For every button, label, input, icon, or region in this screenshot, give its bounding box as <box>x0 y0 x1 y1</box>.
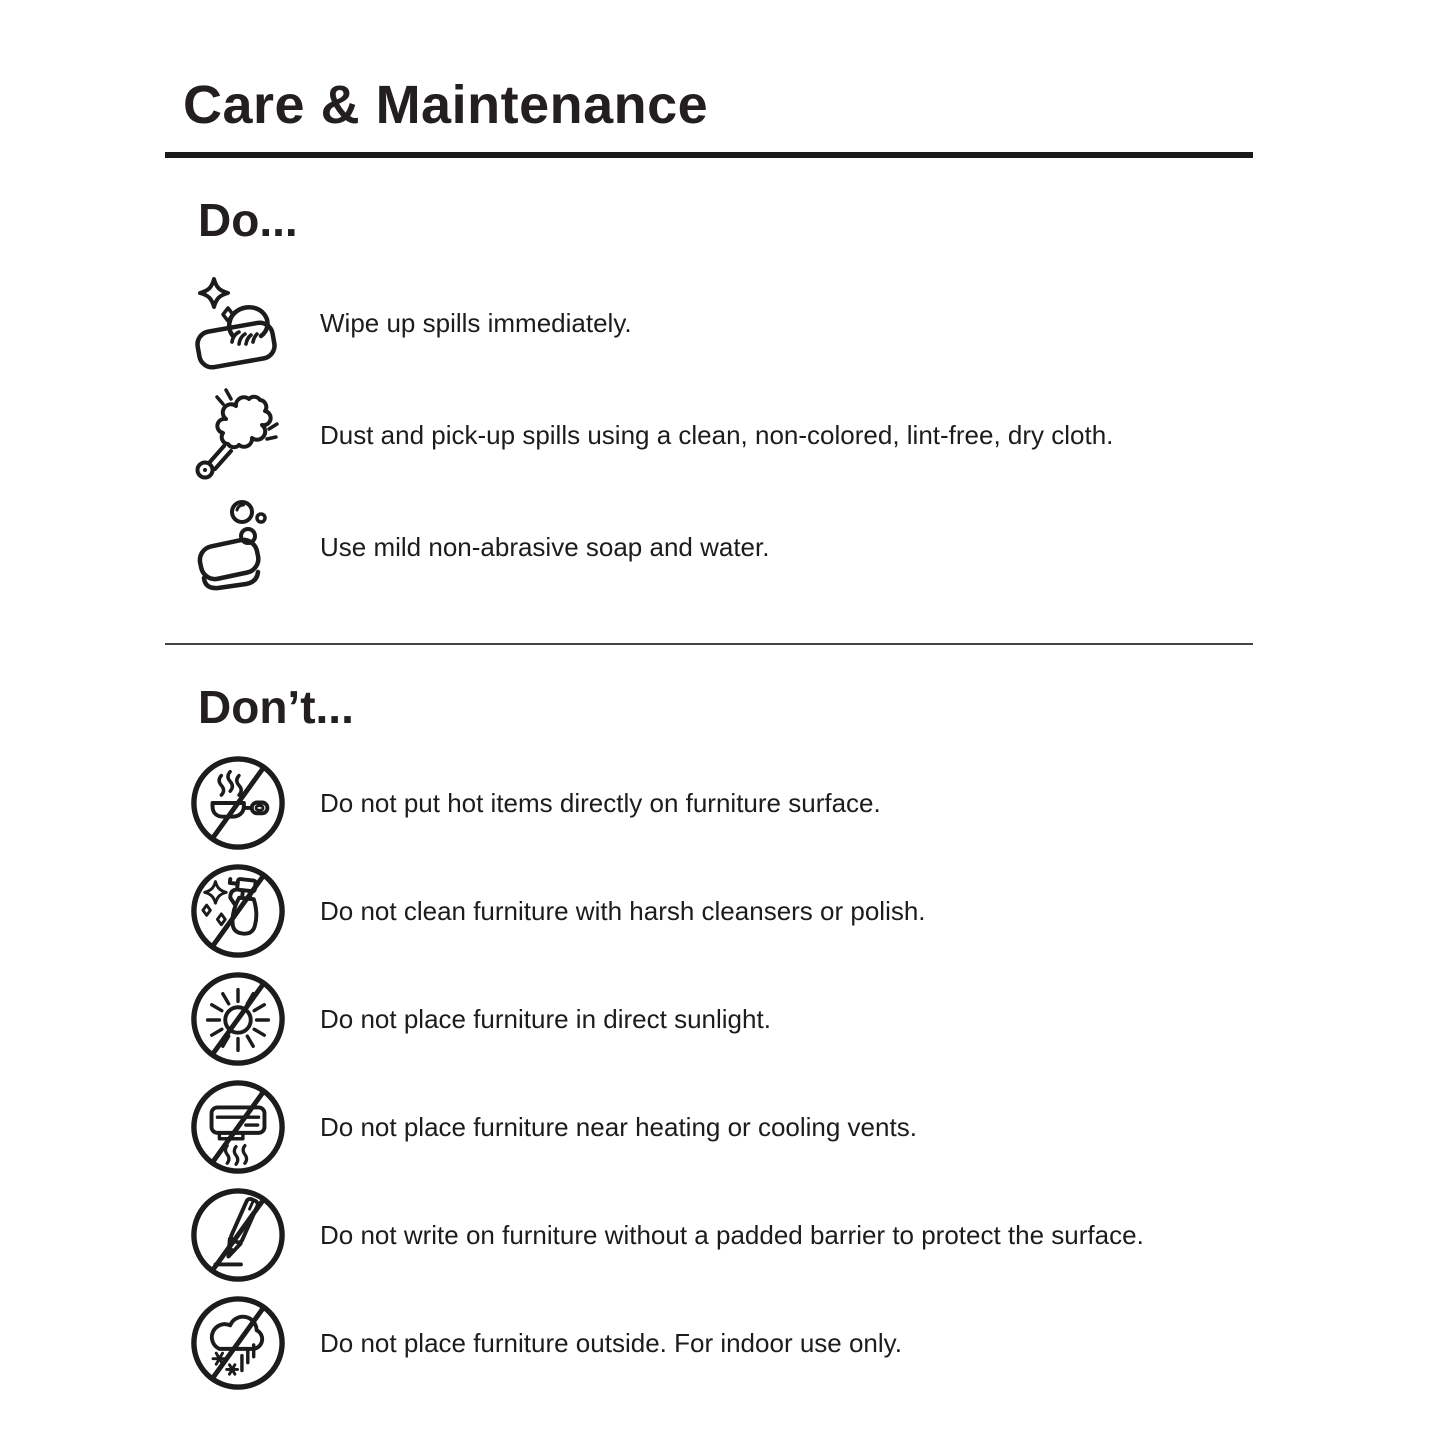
dont-section-heading: Don’t... <box>198 680 354 733</box>
care-item-row <box>188 1186 1355 1284</box>
care-item-row <box>188 387 1355 483</box>
care-item-text: Do not place furniture outside. For indoor use only. <box>320 1327 902 1358</box>
care-item-row <box>188 499 1355 595</box>
page-title: Care & Maintenance <box>183 75 709 135</box>
care-item-text: Do not place furniture near heating or cooling vents. <box>320 1111 917 1142</box>
care-item-row <box>188 275 1355 371</box>
no-direct-sunlight-icon <box>188 969 288 1069</box>
care-item-text: Do not clean furniture with harsh cleansers or polish. <box>320 895 926 926</box>
care-item-text: Do not put hot items directly on furniture surface. <box>320 787 881 818</box>
no-writing-icon <box>188 1185 288 1285</box>
no-outdoor-use-icon <box>188 1293 288 1393</box>
care-item-row <box>188 1078 1355 1176</box>
care-item-row <box>188 1294 1355 1392</box>
sponge-soap-icon <box>188 497 288 597</box>
title-divider <box>165 152 1253 158</box>
no-harsh-cleansers-icon <box>188 861 288 961</box>
no-heating-vents-icon <box>188 1077 288 1177</box>
wipe-spills-icon <box>188 273 288 373</box>
do-item-list <box>188 275 1355 595</box>
care-item-text: Dust and pick-up spills using a clean, non-colored, lint-free, dry cloth. <box>320 419 1114 450</box>
care-item-row <box>188 754 1355 852</box>
care-item-text: Do not place furniture in direct sunlight. <box>320 1003 771 1034</box>
dont-item-list <box>188 754 1355 1392</box>
no-hot-items-icon <box>188 753 288 853</box>
care-item-row <box>188 862 1355 960</box>
care-item-text: Do not write on furniture without a padded barrier to protect the surface. <box>320 1219 1144 1250</box>
care-item-text: Wipe up spills immediately. <box>320 307 632 338</box>
feather-duster-icon <box>188 385 288 485</box>
care-item-text: Use mild non-abrasive soap and water. <box>320 531 770 562</box>
do-section-heading: Do... <box>198 194 298 247</box>
care-item-row <box>188 970 1355 1068</box>
section-divider <box>165 643 1253 645</box>
